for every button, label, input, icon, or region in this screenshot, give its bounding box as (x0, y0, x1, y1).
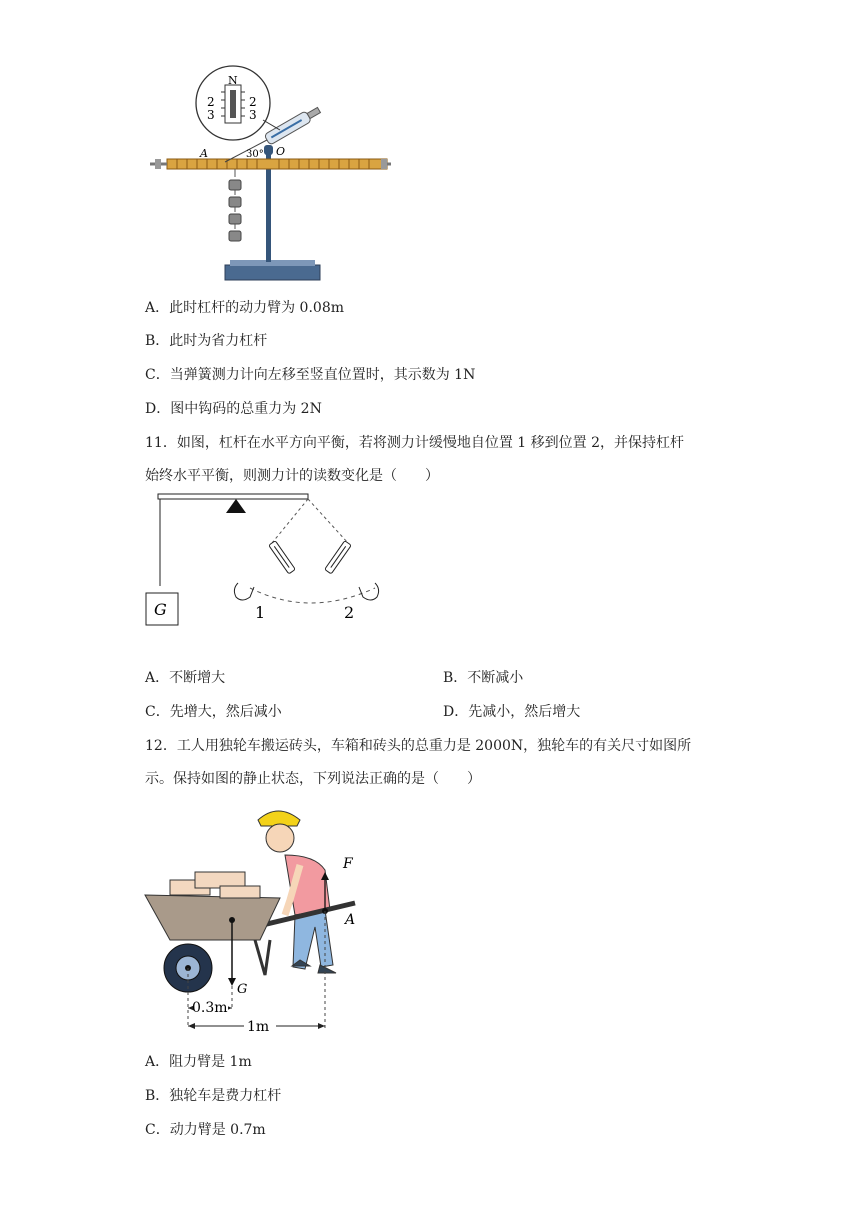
label-O: O (276, 145, 286, 158)
hand-left-icon (234, 583, 254, 600)
dial-left-3: 3 (207, 108, 215, 122)
point-label-A: A (345, 912, 356, 928)
lever-bar (167, 159, 387, 169)
dial-right-2: 2 (249, 95, 257, 109)
gravity-label-G: G (237, 982, 248, 997)
dimension-0.3m: 0.3m (192, 1000, 228, 1016)
label-A: A (200, 147, 208, 160)
dial-unit-label: N (228, 74, 238, 87)
q11-stem-line2: 始终水平平衡，则测力计的读数变化是（ ） (145, 468, 439, 484)
force-label-F: F (343, 856, 353, 872)
q12-stem-line1: 12．工人用独轮车搬运砖头，车箱和砖头的总重力是 2000N，独轮车的有关尺寸如图所 (145, 738, 692, 754)
wheelbarrow-worker-figure (140, 800, 380, 1040)
q12-option-a[interactable]: A．阻力臂是 1m (145, 1054, 252, 1070)
spring-scale-position-2 (325, 541, 352, 574)
stand-base (225, 265, 320, 280)
q10-option-c[interactable]: C．当弹簧测力计向左移至竖直位置时，其示数为 1N (145, 367, 476, 383)
dimension-1m: 1m (247, 1019, 270, 1035)
scale-dial-zoom (196, 66, 280, 140)
q12-stem-line2: 示。保持如图的静止状态，下列说法正确的是（ ） (145, 771, 481, 787)
q11-option-a[interactable]: A．不断增大 (145, 670, 226, 686)
q12-option-c[interactable]: C．动力臂是 0.7m (145, 1122, 266, 1138)
position-2-label: 2 (344, 603, 355, 622)
dial-left-2: 2 (207, 95, 215, 109)
q10-option-b[interactable]: B．此时为省力杠杆 (145, 333, 268, 349)
q10-option-d[interactable]: D．图中钩码的总重力为 2N (145, 401, 322, 417)
q11-option-c[interactable]: C．先增大，然后减小 (145, 704, 282, 720)
spring-scale-position-1 (269, 541, 296, 574)
q12-option-b[interactable]: B．独轮车是费力杠杆 (145, 1088, 282, 1104)
label-angle: 30° (246, 149, 264, 160)
q11-option-d[interactable]: D．先减小，然后增大 (443, 704, 581, 720)
spring-scale (264, 105, 322, 145)
q11-stem-line1: 11．如图，杠杆在水平方向平衡，若将测力计缓慢地自位置 1 移到位置 2，并保持杠杆 (145, 435, 684, 451)
lever-spring-scale-positions-figure (140, 488, 400, 633)
hand-right-icon (359, 583, 379, 600)
position-1-label: 1 (255, 603, 266, 622)
q10-option-a[interactable]: A．此时杠杆的动力臂为 0.08m (145, 300, 345, 316)
bricks (170, 872, 260, 898)
fulcrum (226, 499, 246, 513)
weight-label-G: G (154, 600, 167, 619)
q11-option-b[interactable]: B．不断减小 (443, 670, 524, 686)
lever-beam (158, 494, 308, 499)
dial-right-3: 3 (249, 108, 257, 122)
hook-weights (229, 169, 241, 241)
lever-spring-scale-figure (145, 60, 405, 285)
barrow-tray (145, 895, 280, 940)
